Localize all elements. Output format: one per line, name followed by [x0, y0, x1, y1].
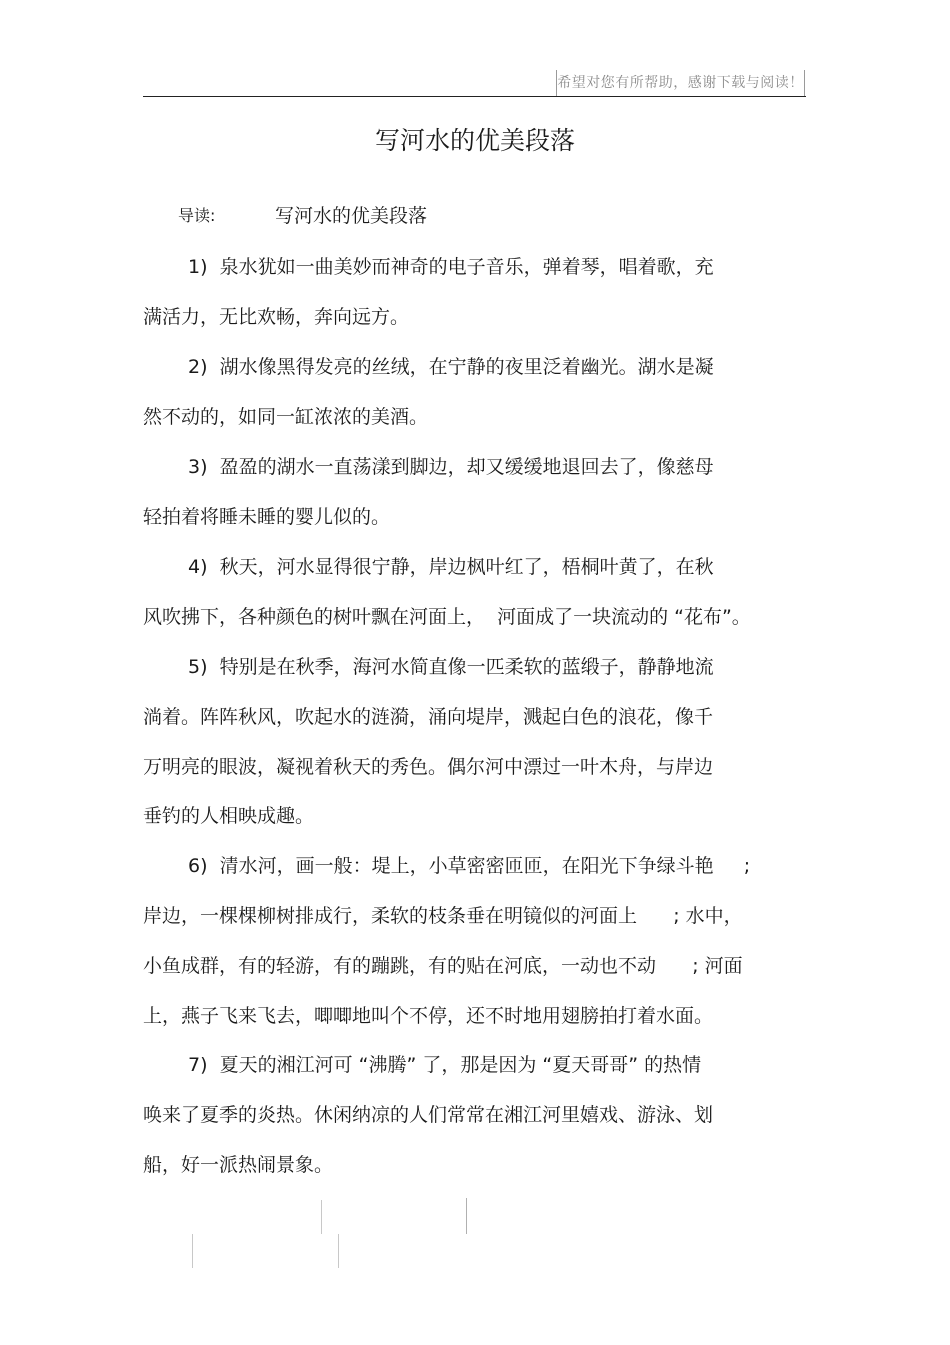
- header-rule: [143, 96, 806, 97]
- paragraph-line: 5) 特别是在秋季，海河水简直像一匹柔软的蓝缎子，静静地流: [188, 656, 714, 678]
- paragraph-line: 满活力，无比欢畅，奔向远方。: [143, 306, 410, 328]
- document-title: 写河水的优美段落: [374, 126, 575, 155]
- paragraph-line: 唤来了夏季的炎热。休闲纳凉的人们常常在湘江河里嬉戏、游泳、划: [143, 1104, 714, 1126]
- paragraph-line: 垂钓的人相映成趣。: [143, 805, 315, 827]
- paragraph-line: 然不动的，如同一缸浓浓的美酒。: [143, 406, 429, 428]
- paragraph-line: 6) 清水河，画一般：堤上，小草密密匝匝，在阳光下争绿斗艳 ;: [188, 855, 751, 877]
- scan-artifact-line: [192, 1234, 193, 1268]
- scan-artifact-line: [466, 1198, 467, 1234]
- paragraph-line: 4) 秋天，河水显得很宁静，岸边枫叶红了，梧桐叶黄了，在秋: [188, 556, 714, 578]
- intro-label: 导读:: [178, 206, 216, 225]
- paragraph-line: 上，燕子飞来飞去，唧唧地叫个不停，还不时地用翅膀拍打着水面。: [143, 1005, 714, 1027]
- paragraph-line: 万明亮的眼波，凝视着秋天的秀色。偶尔河中漂过一叶木舟，与岸边: [143, 756, 714, 778]
- paragraph-line: 1) 泉水犹如一曲美妙而神奇的电子音乐，弹着琴，唱着歌，充: [188, 256, 714, 278]
- paragraph-line: 2) 湖水像黑得发亮的丝绒，在宁静的夜里泛着幽光。湖水是凝: [188, 356, 714, 378]
- paragraph-line: 岸边，一棵棵柳树排成行，柔软的枝条垂在明镜似的河面上 ; 水中，: [143, 905, 743, 927]
- paragraph-line: 7) 夏天的湘江河可 “沸腾” 了，那是因为 “夏天哥哥” 的热情: [188, 1054, 702, 1076]
- paragraph-line: 淌着。阵阵秋风，吹起水的涟漪，涌向堤岸，溅起白色的浪花，像千: [143, 706, 714, 728]
- scan-artifact-line: [321, 1200, 322, 1234]
- paragraph-line: 小鱼成群，有的轻游，有的蹦跳，有的贴在河底，一动也不动 ; 河面: [143, 955, 743, 977]
- paragraph-line: 3) 盈盈的湖水一直荡漾到脚边，却又缓缓地退回去了，像慈母: [188, 456, 714, 478]
- header-banner: 希望对您有所帮助，感谢下载与阅读！: [556, 70, 805, 96]
- paragraph-line: 风吹拂下，各种颜色的树叶飘在河面上， 河面成了一块流动的 “花布”。: [143, 606, 751, 628]
- paragraph-line: 轻拍着将睡未睡的婴儿似的。: [143, 506, 391, 528]
- intro-text: 写河水的优美段落: [275, 205, 428, 227]
- paragraph-line: 船，好一派热闹景象。: [143, 1154, 334, 1176]
- scan-artifact-line: [338, 1234, 339, 1268]
